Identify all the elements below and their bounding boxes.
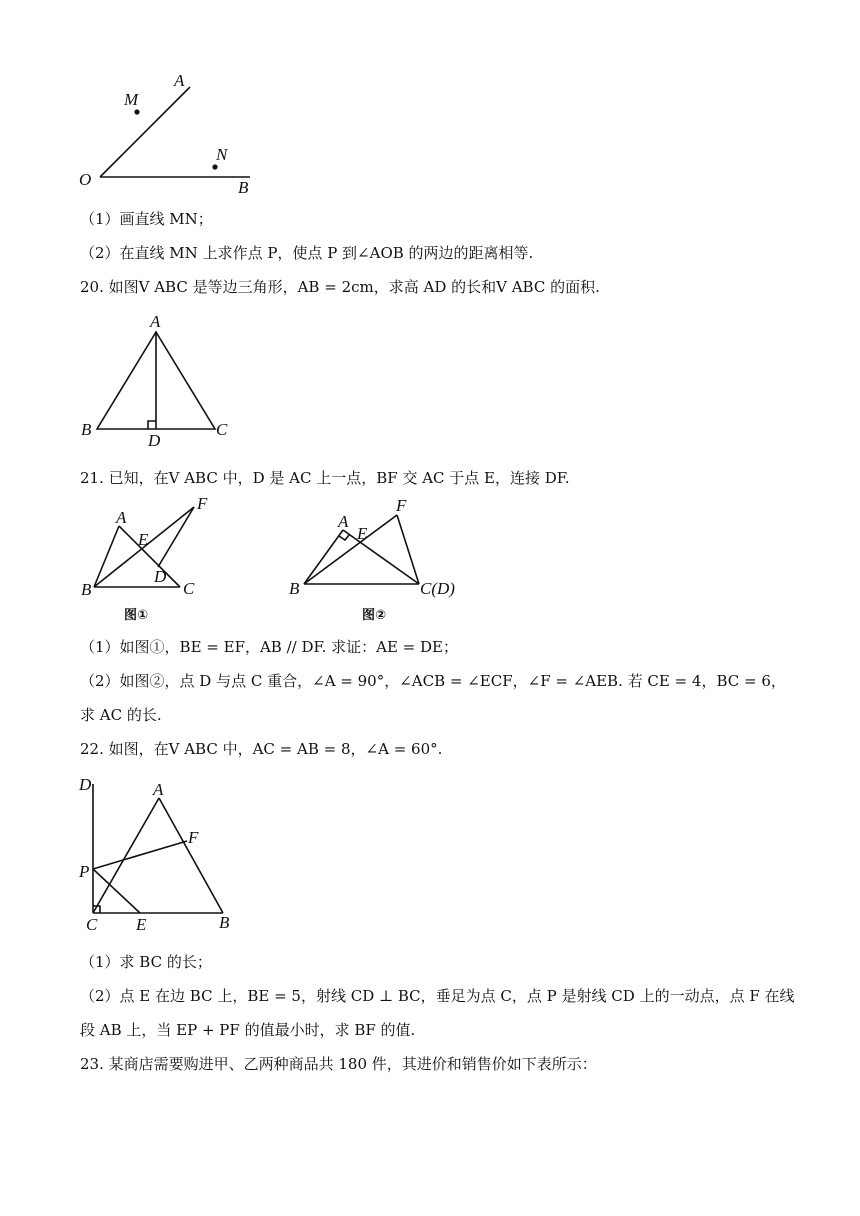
segment-ca [93, 798, 159, 913]
label-a: A [174, 71, 185, 90]
label-a: A [150, 312, 161, 331]
segment-bf [304, 515, 397, 584]
q21-part2-line2: 求 AC 的长. [80, 706, 162, 724]
q22-text: 22. 如图，在V ABC 中，AC = AB = 8，∠A = 60°. [80, 740, 443, 758]
figure-q22 [76, 768, 246, 938]
label-c: C [216, 420, 228, 439]
right-angle-mark [339, 535, 349, 540]
label-f: F [396, 496, 407, 515]
label-p: P [79, 862, 90, 881]
label-e: E [357, 524, 368, 543]
figure-q21-2 [282, 494, 472, 628]
label-c: C [86, 915, 98, 934]
label-d: D [79, 775, 92, 794]
caption-fig2: 图② [362, 608, 387, 623]
point-m [134, 109, 139, 114]
label-f: F [197, 494, 208, 513]
label-o: O [79, 170, 92, 189]
figure-equilateral-triangle [76, 308, 236, 452]
segment-ac [119, 526, 180, 587]
label-m: M [124, 90, 139, 109]
point-n [212, 164, 217, 169]
right-angle-mark [148, 421, 156, 429]
segment-ac [343, 530, 419, 584]
figure-q21-1 [76, 494, 216, 628]
label-d: D [148, 431, 161, 450]
q19-part1: （1）画直线 MN； [80, 210, 213, 228]
q21-part2-line1: （2）如图②，点 D 与点 C 重合，∠A = 90°，∠ACB = ∠ECF，∠F = ∠AEB. 若 CE = 4，BC = 6， [80, 672, 786, 690]
q22-part2-line1: （2）点 E 在边 BC 上，BE = 5，射线 CD ⊥ BC，垂足为点 C，点 P 是射线 CD 上的一动点，点 F 在线 [80, 987, 795, 1005]
label-b: B [289, 579, 300, 598]
label-a: A [338, 512, 349, 531]
q21-text: 21. 已知，在V ABC 中，D 是 AC 上一点，BF 交 AC 于点 E，连接 DF. [80, 469, 570, 487]
segment-fd [158, 507, 194, 567]
label-e: E [138, 530, 149, 549]
segment-ab [159, 798, 223, 913]
q22-part1: （1）求 BC 的长； [80, 953, 212, 971]
label-b: B [81, 580, 92, 599]
label-f: F [188, 828, 199, 847]
label-n: N [216, 145, 228, 164]
caption-fig1: 图① [124, 608, 149, 623]
q21-part1: （1）如图①，BE = EF，AB // DF. 求证：AE = DE； [80, 638, 458, 656]
figure-angle-aob [74, 66, 264, 200]
segment-ba [304, 530, 343, 584]
label-b: B [81, 420, 92, 439]
segment-pf [93, 841, 187, 869]
label-c: C [183, 579, 195, 598]
label-a: A [153, 780, 164, 799]
q20-text: 20. 如图V ABC 是等边三角形，AB = 2cm，求高 AD 的长和V ABC 的面积. [80, 278, 600, 296]
ray-oa [100, 87, 190, 177]
q19-part2: （2）在直线 MN 上求作点 P，使点 P 到∠AOB 的两边的距离相等. [80, 244, 534, 262]
label-b: B [219, 913, 230, 932]
segment-fc [397, 515, 419, 584]
label-e: E [136, 915, 147, 934]
q22-part2-line2: 段 AB 上，当 EP + PF 的值最小时，求 BF 的值. [80, 1021, 416, 1039]
label-b: B [238, 178, 249, 197]
label-a: A [116, 508, 127, 527]
label-c-d: C(D) [420, 579, 455, 598]
label-d: D [154, 567, 167, 586]
q23-text: 23. 某商店需要购进甲、乙两种商品共 180 件，其进价和销售价如下表所示： [80, 1055, 597, 1073]
